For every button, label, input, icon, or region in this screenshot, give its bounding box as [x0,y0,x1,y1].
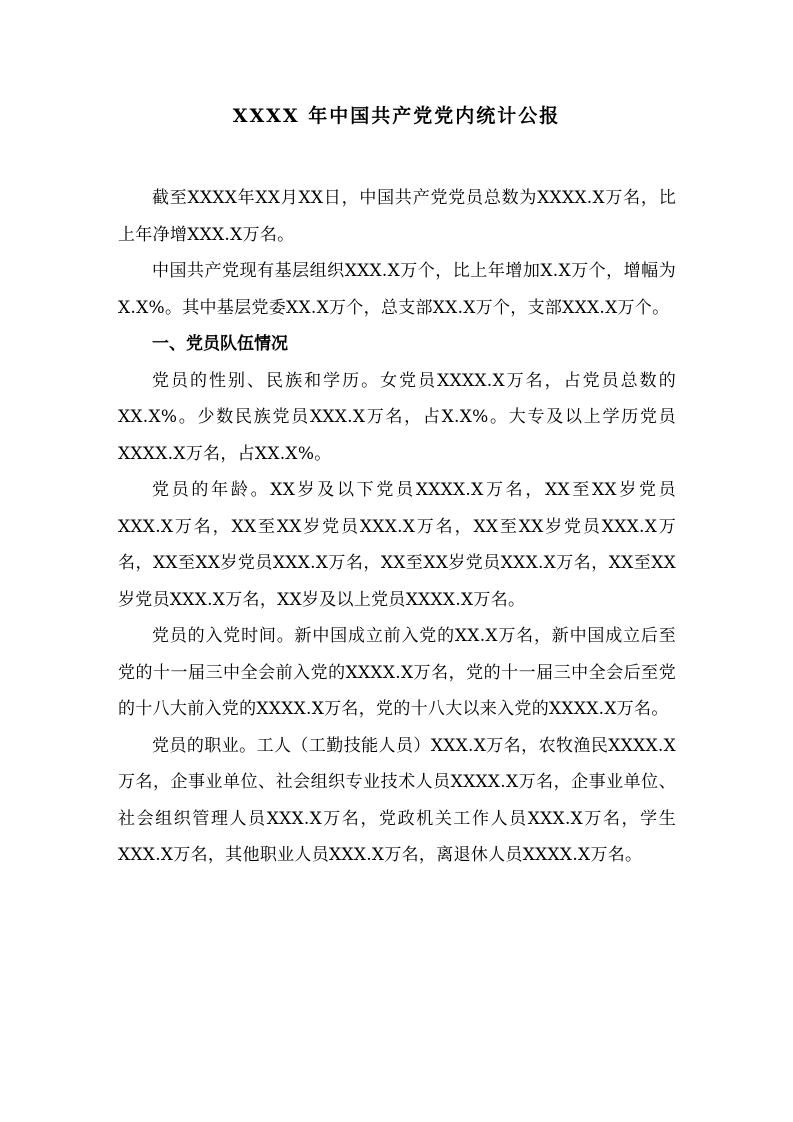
paragraph-gender-ethnicity-education: 党员的性别、民族和学历。女党员XXXX.X万名，占党员总数的XX.X%。少数民族党员XXX.X万名，占X.X%。大专及以上学历党员XXXX.X万名，占XX.X%。 [118,370,676,464]
document-body [118,180,676,874]
paragraph-party-membership-total: 截至XXXX年XX月XX日，中国共产党党员总数为XXXX.X万名，比上年净增XXX.X万名。 [118,188,676,245]
paragraph-occupation: 党员的职业。工人（工勤技能人员）XXX.X万名，农牧渔民XXXX.X万名，企事业单位、社会组织专业技术人员XXXX.X万名，企事业单位、社会组织管理人员XXX.X万名，党政机关工作人员XXX.X万名，学生XXX.X万名，其他职业人员XXX.X万名，离退休人员XXXX.X万名。 [118,735,676,865]
paragraph-age: 党员的年龄。XX岁及以下党员XXXX.X万名，XX至XX岁党员XXX.X万名，XX至XX岁党员XXX.X万名，XX至XX岁党员XXX.X万名，XX至XX岁党员XXX.X万名，XX至XX岁党员XXX.X万名，XX至XX岁党员XXX.X万名，XX岁及以上党员XXXX.X万名。 [118,480,676,610]
paragraph-joining-time: 党员的入党时间。新中国成立前入党的XX.X万名，新中国成立后至党的十一届三中全会前入党的XXXX.X万名，党的十一届三中全会后至党的十八大前入党的XXXX.X万名，党的十八大以来入党的XXXX.X万名。 [118,626,676,719]
paragraph-grassroots-organizations: 中国共产党现有基层组织XXX.X万个，比上年增加X.X万个，增幅为X.X%。其中基层党委XX.X万个，总支部XX.X万个，支部XXX.X万个。 [118,261,676,318]
document-title: XXXX 年中国共产党党内统计公报 [232,105,561,127]
section-heading-membership: 一、党员队伍情况 [152,334,288,354]
